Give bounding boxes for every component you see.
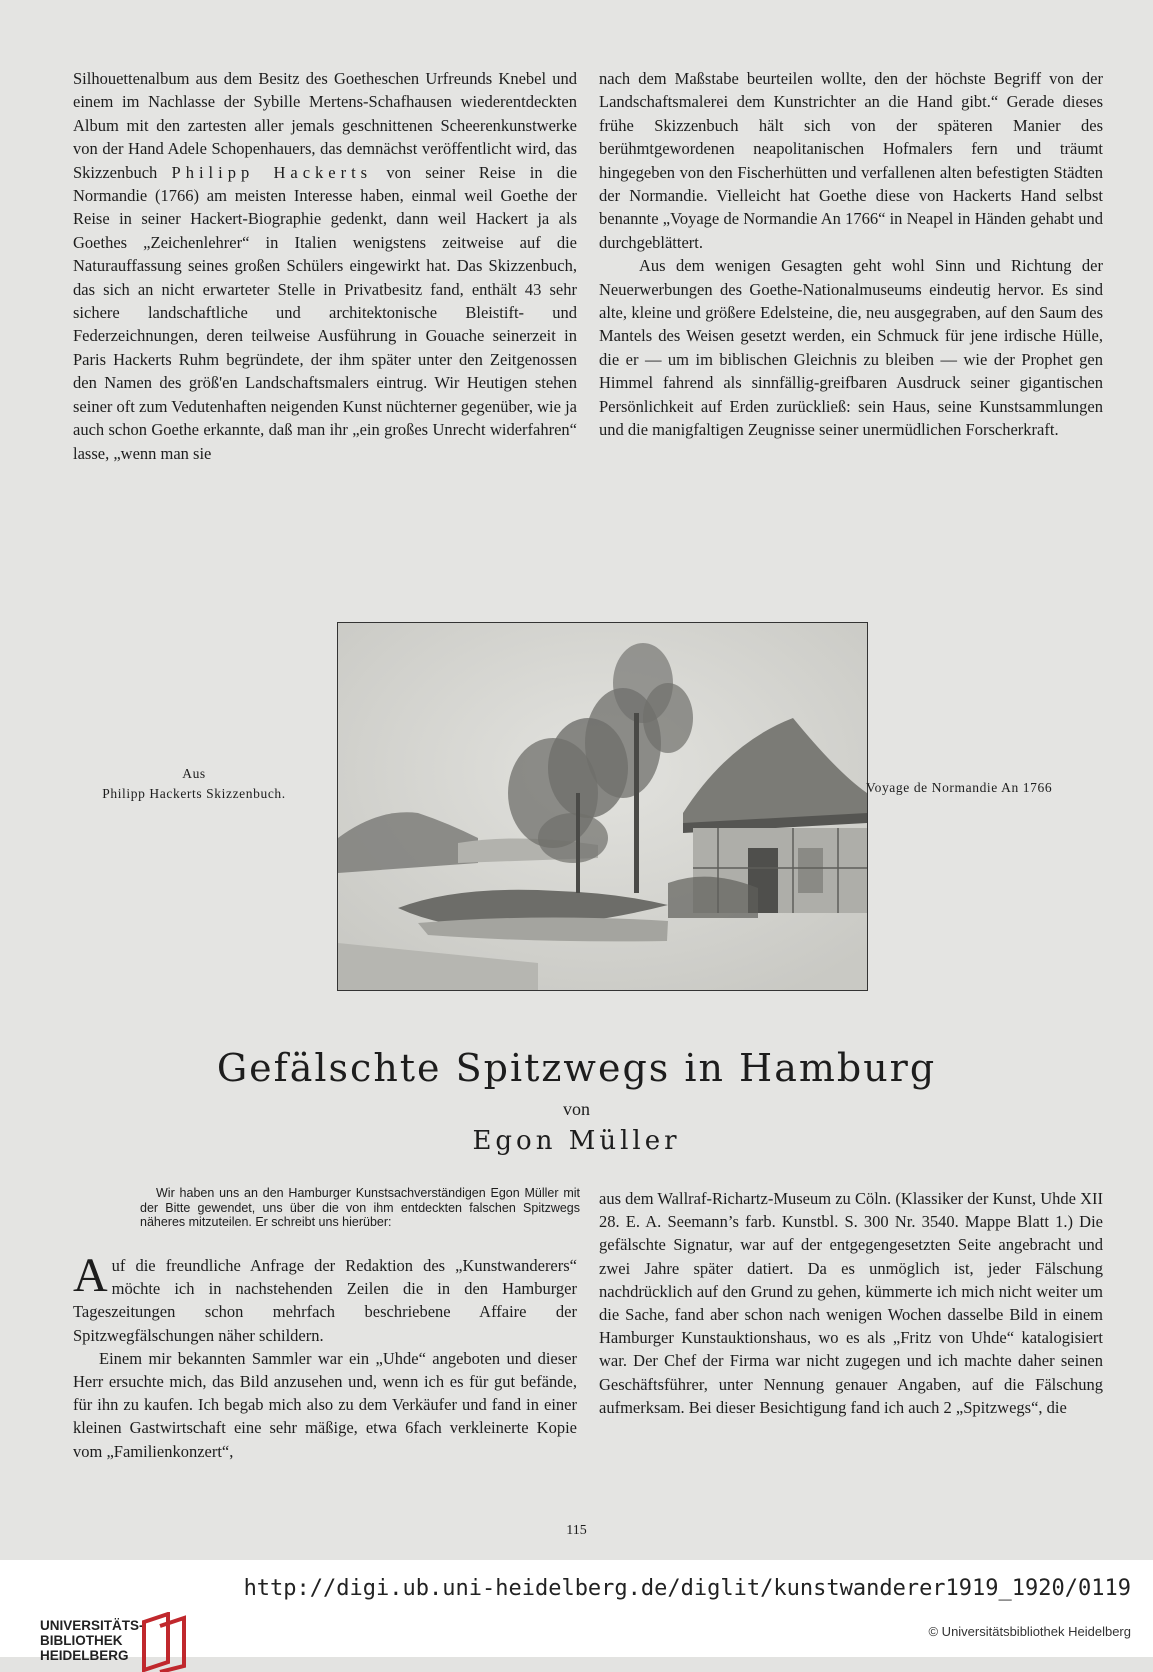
library-name: UNIVERSITÄTS- BIBLIOTHEK HEIDELBERG xyxy=(40,1618,144,1663)
viewer-footer xyxy=(0,1560,1153,1663)
sketch-illustration xyxy=(337,622,868,991)
editor-note: Wir haben uns an den Hamburger Kunstsachverständigen Egon Müller mit der Bitte gewendet, uns über die von ihm entdeckten falschen Spitzwegs näheres mitzuteilen. Er schreibt uns hierüber: xyxy=(140,1186,580,1230)
highlighted-name: Philipp Hackerts xyxy=(171,162,373,182)
paragraph: aus dem Wallraf-Richartz-Museum zu Cöln. (Klassiker der Kunst, Uhde XII 28. E. A. Seemann’s farb. Kunstbl. S. 300 Nr. 3540. Mappe Blatt 1.) Die gefälschte Signatur, war auf der entgegengesetzten Seite angebracht und zwei Jahre später datiert. Da es unmöglich ist, jeder Fälschung nachdrücklich auf den Grund zu gehen, kümmerte ich mich nicht weiter um die Sache, fand aber schon nach wenigen Wochen dasselbe Bild in einem Hamburger Kunstauktionshaus, wo es als „Fritz von Uhde“ katalogisiert war. Der Chef der Firma war nicht zugegen und ich machte daher seinen Geschäftsführer, unter Nennung genauer Angaben, auf die Fälschung aufmerksam. Bei dieser Besichtigung fand ich auch 2 „Spitzwegs“, die xyxy=(599,1189,1103,1417)
paragraph: nach dem Maßstabe beurteilen wollte, den der höchste Begriff von der Landschaftsmalerei dem Kunstrichter an die Hand gibt.“ Gerade dieses frühe Skizzenbuch hält sich von der späteren Manier des berühmtgewordenen neapolitanischen Hofmalers fern und träumt hingegeben von den Fischerhütten und verfallenen alten befestigten Städten der Normandie. Vielleicht hat Goethe diese von Hackerts Hand selbst benannte „Voyage de Normandie An 1766“ in Neapel in Händen gehabt und durchgeblättert. xyxy=(599,69,1103,252)
library-emblem-icon xyxy=(138,1612,188,1672)
library-logo[interactable] xyxy=(20,1588,180,1663)
article-author: Egon Müller xyxy=(472,1126,681,1156)
upper-right-column xyxy=(599,67,1103,442)
page-number: 115 xyxy=(566,1523,587,1538)
byline-von: von xyxy=(563,1099,590,1119)
figure-caption-right: Voyage de Normandie An 1766 xyxy=(866,780,1053,795)
permalink-url[interactable]: http://digi.ub.uni-heidelberg.de/diglit/kunstwanderer1919_1920/0119 xyxy=(243,1576,1131,1601)
article-left-column xyxy=(73,1249,577,1463)
paragraph: Einem mir bekannten Sammler war ein „Uhde“ angeboten und dieser Herr ersuchte mich, das Bild anzusehen und, wenn ich es für gut befände, für ihn zu kaufen. Ich begab mich also zu dem Verkäufer und fand in einer kleinen Gastwirtschaft eine sehr mäßige, etwa 6fach verkleinerte Kopie vom „Familienkonzert“, xyxy=(73,1348,577,1461)
paragraph: Silhouettenalbum aus dem Besitz des Goetheschen Urfreunds Knebel und einem im Nachlasse der Sybille Mertens-Schafhausen wiederentdeckten Album mit den zartesten aller jemals geschnittenen Scheerenkunstwerke von der Hand Adele Schopenhauers, das demnächst veröffentlicht wird, das Skizzenbuch Philipp Hackerts von seiner Reise in die Normandie (1766) am meisten Interesse haben, einmal weil Goethe der Reise in seiner Hackert-Biographie gedenkt, dann weil Hackert ja als Goethes „Zeichenlehrer“ in Italien wenigstens zeitweise auf die Naturauffassung seines großen Schülers eingewirkt hat. Das Skizzenbuch, das sich an nicht erwarteter Stelle in Privatbesitz fand, enthält 43 sehr sichere landschaftliche und architektonische Bleistift- und Federzeichnungen, deren teilweise Ausführung in Gouache seinerzeit in Paris Hackerts Ruhm begründete, der ihm später unter den Zeitgenossen den Namen des größ'en Landschaftsmalers eintrug. Wir Heutigen stehen seiner oft zum Vedutenhaften neigenden Kunst nüchterner gegenüber, wie ja auch schon Goethe erkannte, daß man ihr „ein großes Unrecht widerfahren“ lasse, „wenn man sie xyxy=(73,69,578,463)
upper-left-column xyxy=(73,67,577,465)
paragraph: Aus dem wenigen Gesagten geht wohl Sinn und Richtung der Neuerwerbungen des Goethe-Nationalmuseums eindeutig hervor. Es sind alte, kleine und größere Edelsteine, die, neu ausgegraben, auf den Saum des Mantels des Weisen gesetzt werden, ein Schmuck für jene irdische Hülle, die er — um im biblischen Gleichnis zu bleiben — wie der Prophet gen Himmel fahrend als sinnfällig-greifbaren Ausdruck seiner gigantischen Persönlichkeit auf Erden zurückließ: sein Haus, seine Kunstsammlungen und die manigfaltigen Zeugnisse seiner unermüdlichen Forscherkraft. xyxy=(599,256,1103,440)
article-right-column xyxy=(599,1187,1103,1419)
landscape-sketch-image xyxy=(338,623,867,990)
drop-cap: A xyxy=(73,1249,108,1302)
article-title: Gefälschte Spitzwegs in Hamburg xyxy=(216,1046,937,1090)
figure-caption-left: Aus Philipp Hackerts Skizzenbuch. xyxy=(102,766,286,801)
paragraph: Auf die freundliche Anfrage der Redaktion des „Kunstwanderers“ möchte ich in nachstehenden Zeilen die in den Hamburger Tageszeitungen schon mehrfach beschriebene Affaire der Spitzwegfälschungen näher schildern. xyxy=(73,1249,577,1345)
copyright-notice: © Universitätsbibliothek Heidelberg xyxy=(928,1624,1131,1639)
